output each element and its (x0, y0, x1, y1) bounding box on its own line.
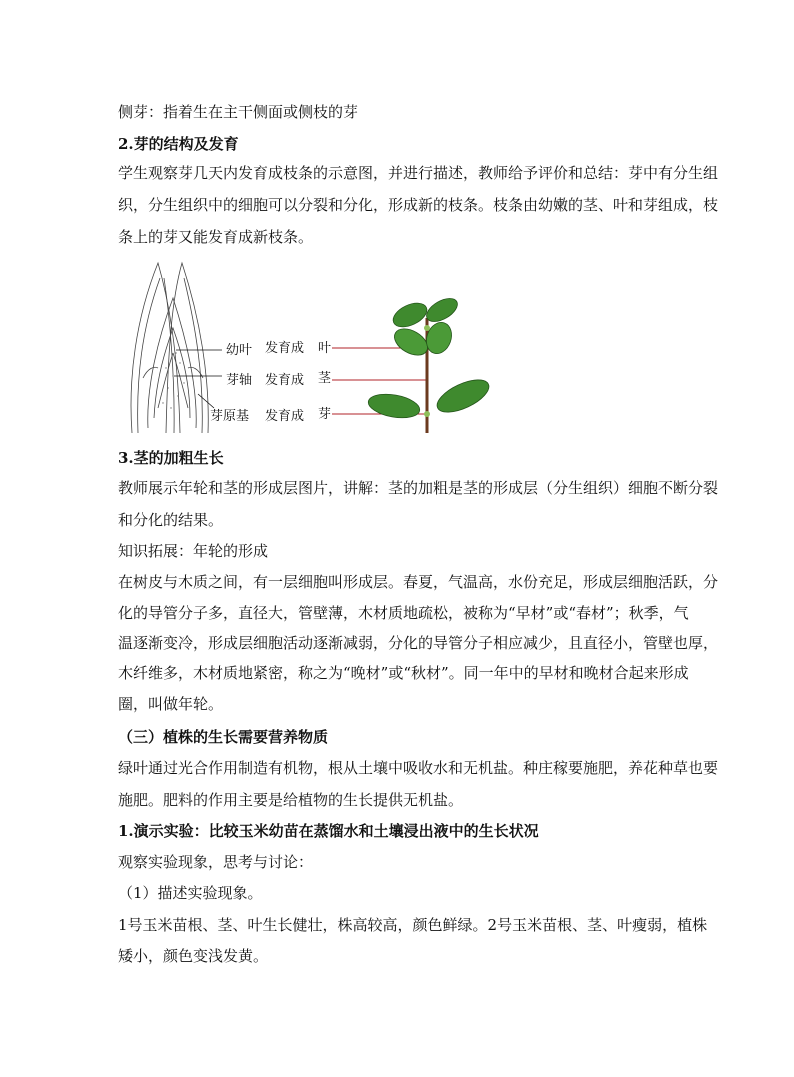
paragraph-stem-1: 教师展示年轮和茎的形成层图片，讲解：茎的加粗是茎的形成层（分生组织）细胞不断分裂 (118, 479, 719, 497)
label-jing: 茎 (318, 371, 332, 386)
paragraph-ring-1: 在树皮与木质之间，有一层细胞叫形成层。春夏，气温高，水份充足，形成层细胞活跃，分 (118, 573, 719, 591)
label-youye: 幼叶 (226, 343, 253, 358)
leader-yayuanji (198, 394, 214, 408)
develops-label-3: 发育成 (265, 409, 305, 424)
heading-stem-thickening: 3.茎的加粗生长 (118, 449, 224, 467)
paragraph-question-1: （1）描述实验现象。 (118, 884, 263, 902)
heading-nutrients: （三）植株的生长需要营养物质 (118, 728, 329, 746)
label-ye: 叶 (318, 341, 332, 356)
leaf-low-left (366, 391, 421, 422)
heading-experiment: 1.演示实验：比较玉米幼苗在蒸馏水和土壤浸出液中的生长状况 (118, 822, 539, 840)
label-ya: 芽 (318, 407, 332, 422)
heading-bud-structure: 2.芽的结构及发育 (118, 135, 239, 153)
develops-label-2: 发育成 (265, 373, 305, 388)
paragraph-bud-1: 学生观察芽几天内发育成枝条的示意图，并进行描述，教师给予评价和总结：芽中有分生组 (118, 164, 719, 182)
paragraph-ring-4: 木纤维多，木材质地紧密，称之为“晚材”或“秋材”。同一年中的早材和晚材合起来形成 (118, 664, 689, 682)
axillary-bud (424, 411, 430, 417)
terminal-bud (424, 325, 430, 331)
paragraph-bud-3: 条上的芽又能发育成新枝条。 (118, 228, 314, 246)
paragraph-result-1: 1号玉米苗根、茎、叶生长健壮，株高较高，颜色鲜绿。2号玉米苗根、茎、叶瘦弱，植株 (118, 916, 708, 934)
bud-section-drawing (131, 263, 208, 433)
label-yayuanji: 芽原基 (210, 409, 250, 424)
leaf-low-right (433, 373, 494, 418)
paragraph-bud-2: 织，分生组织中的细胞可以分裂和分化，形成新的枝条。枝条由幼嫩的茎、叶和芽组成，枝 (118, 196, 719, 214)
paragraph-observe: 观察实验现象，思考与讨论： (118, 853, 314, 871)
paragraph-ring-3: 温逐渐变冷，形成层细胞活动逐渐减弱，分化的导管分子相应减少，且直径小，管壁也厚， (118, 634, 719, 652)
paragraph-nutrients-1: 绿叶通过光合作用制造有机物，根从土壤中吸收水和无机盐。种庄稼要施肥，养花种草也要 (118, 759, 719, 777)
label-yazhou: 芽轴 (226, 373, 253, 388)
shoot-drawing (366, 294, 493, 433)
paragraph-ring-5: 圈，叫做年轮。 (118, 695, 224, 713)
bud-development-figure (118, 258, 508, 438)
paragraph-ring-2: 化的导管分子多，直径大，管壁薄，木材质地疏松，被称为“早材”或“春材”；秋季，气 (118, 604, 689, 622)
paragraph-lateral-bud: 侧芽：指着生在主干侧面或侧枝的芽 (118, 103, 359, 121)
paragraph-stem-2: 和分化的结果。 (118, 511, 224, 529)
develops-label-1: 发育成 (265, 341, 305, 356)
leaf-top-right (423, 294, 461, 327)
paragraph-nutrients-2: 施肥。肥料的作用主要是给植物的生长提供无机盐。 (118, 791, 464, 809)
knowledge-extension-title: 知识拓展：年轮的形成 (118, 542, 269, 560)
paragraph-result-2: 矮小，颜色变浅发黄。 (118, 947, 269, 965)
